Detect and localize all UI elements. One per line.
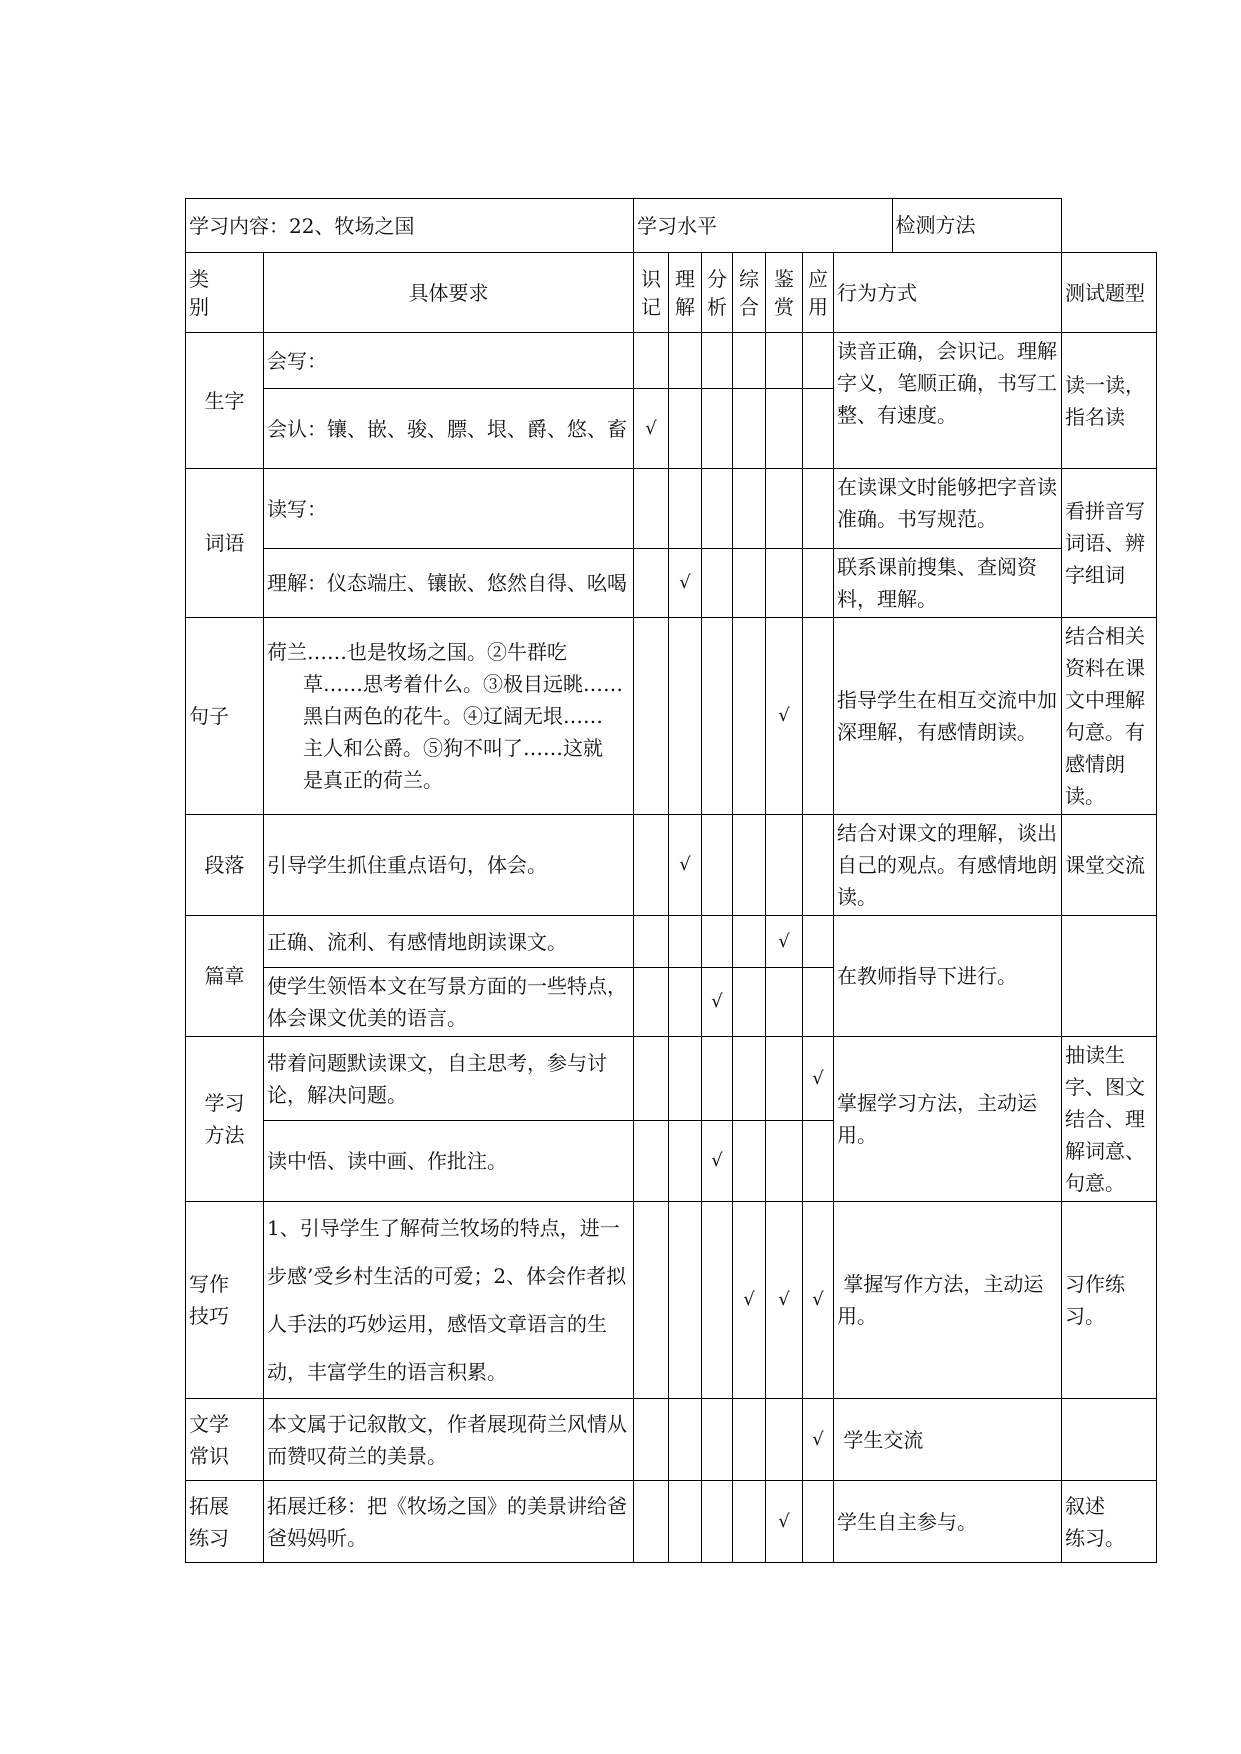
test-type-cell: [1062, 916, 1157, 1037]
behavior-cell: 在读课文时能够把字音读准确。书写规范。: [834, 469, 1062, 549]
test-type-cell: 叙述 练习。: [1062, 1481, 1157, 1563]
requirement-cell: 使学生领悟本文在写景方面的一些特点，体会课文优美的语言。: [264, 968, 634, 1037]
sentence-line: 荷兰……也是牧场之国。②牛群吃: [267, 640, 567, 664]
requirement-cell: 读写：: [264, 469, 634, 549]
check-mark: √: [766, 1202, 803, 1399]
requirement-cell: 带着问题默读课文，自主思考，参与讨论，解决问题。: [264, 1037, 634, 1121]
requirement-cell: 读中悟、读中画、作批注。: [264, 1121, 634, 1202]
check-mark: √: [766, 618, 803, 815]
test-type-header: 测试题型: [1062, 253, 1157, 333]
category-cell: 篇章: [186, 916, 264, 1037]
sentence-line: 是真正的荷兰。: [303, 768, 443, 792]
category-header: 类 别: [186, 253, 264, 333]
sentence-line: 草……思考着什么。③极目远眺……: [303, 672, 623, 696]
table-row: [186, 618, 1157, 815]
level-header-synthesize: 综 合: [733, 253, 766, 333]
check-mark: √: [669, 815, 702, 916]
table-row: [186, 1399, 1157, 1481]
level-header-recall: 识 记: [634, 253, 669, 333]
behavior-cell: 学生交流: [834, 1399, 1062, 1481]
requirement-cell: 正确、流利、有感情地朗读课文。: [264, 916, 634, 968]
check-mark: √: [702, 968, 733, 1037]
method-label: 检测方法: [892, 198, 1158, 252]
category-cell: 段落: [186, 815, 264, 916]
table-row: [186, 815, 1157, 916]
test-type-cell: 读一读，指名读: [1062, 333, 1157, 469]
test-type-cell: 习作练习。: [1062, 1202, 1157, 1399]
table-row: [186, 469, 1157, 549]
check-mark: √: [634, 389, 669, 469]
check-mark: √: [766, 1481, 803, 1563]
behavior-cell: 读音正确，会识记。理解字义，笔顺正确，书写工整、有速度。: [834, 333, 1062, 469]
level-header-understand: 理 解: [669, 253, 702, 333]
behavior-cell: 掌握写作方法，主动运用。: [834, 1202, 1062, 1399]
sentence-line: 黑白两色的花牛。④辽阔无垠……: [303, 704, 603, 728]
test-type-cell: 课堂交流: [1062, 815, 1157, 916]
table-row: [186, 1481, 1157, 1563]
check-mark: √: [669, 549, 702, 618]
behavior-cell: 掌握学习方法，主动运用。: [834, 1037, 1062, 1202]
behavior-cell: 联系课前搜集、查阅资料，理解。: [834, 549, 1062, 618]
category-cell: 写作 技巧: [186, 1202, 264, 1399]
requirement-cell: 引导学生抓住重点语句，体会。: [264, 815, 634, 916]
check-mark: √: [702, 1121, 733, 1202]
requirement-header: 具体要求: [264, 253, 634, 333]
check-mark: √: [803, 1037, 834, 1121]
lesson-plan-table: [185, 198, 1157, 1563]
level-header-analyze: 分 析: [702, 253, 733, 333]
category-cell: 文学 常识: [186, 1399, 264, 1481]
requirement-cell: 1、引导学生了解荷兰牧场的特点，进一步感’受乡村生活的可爱；2、体会作者拟人手法的巧妙运用，感悟文章语言的生动，丰富学生的语言积累。: [264, 1202, 634, 1399]
test-type-cell: 结合相关资料在课文中理解句意。有感情朗读。: [1062, 618, 1157, 815]
requirement-cell: 会写：: [264, 333, 634, 389]
test-type-cell: [1062, 1399, 1157, 1481]
table-row: [186, 1037, 1157, 1121]
check-mark: √: [766, 916, 803, 968]
level-header-appreciate: 鉴 赏: [766, 253, 803, 333]
requirement-cell: 会认：镶、嵌、骏、膘、垠、爵、悠、畜: [264, 389, 634, 469]
behavior-header: 行为方式: [834, 253, 1062, 333]
category-cell: 词语: [186, 469, 264, 618]
behavior-cell: 指导学生在相互交流中加深理解，有感情朗读。: [834, 618, 1062, 815]
check-mark: √: [733, 1202, 766, 1399]
requirement-cell: 理解：仪态端庄、镶嵌、悠然自得、吆喝: [264, 549, 634, 618]
behavior-cell: 学生自主参与。: [834, 1481, 1062, 1563]
level-label: 学习水平: [634, 199, 1062, 253]
behavior-cell: 在教师指导下进行。: [834, 916, 1062, 1037]
table-row: [186, 549, 1157, 618]
column-header-row: [186, 253, 1157, 333]
behavior-cell: 结合对课文的理解，谈出自己的观点。有感情地朗读。: [834, 815, 1062, 916]
table-row: [186, 1202, 1157, 1399]
level-header-apply: 应 用: [803, 253, 834, 333]
check-mark: √: [803, 1399, 834, 1481]
requirement-cell: [264, 618, 634, 815]
check-mark: √: [803, 1202, 834, 1399]
category-cell: 句子: [186, 618, 264, 815]
content-label: 学习内容：22、牧场之国: [186, 199, 634, 253]
sentence-line: 主人和公爵。⑤狗不叫了……这就: [303, 736, 603, 760]
category-cell: 生字: [186, 333, 264, 469]
requirement-cell: 拓展迁移：把《牧场之国》的美景讲给爸爸妈妈听。: [264, 1481, 634, 1563]
table-row: [186, 916, 1157, 968]
test-type-cell: 看拼音写词语、辨字组词: [1062, 469, 1157, 618]
test-type-cell: 抽读生字、图文结合、理解词意、句意。: [1062, 1037, 1157, 1202]
category-cell: 学习 方法: [186, 1037, 264, 1202]
requirement-cell: 本文属于记叙散文，作者展现荷兰风情从而赞叹荷兰的美景。: [264, 1399, 634, 1481]
table-row: [186, 333, 1157, 389]
category-cell: 拓展 练习: [186, 1481, 264, 1563]
